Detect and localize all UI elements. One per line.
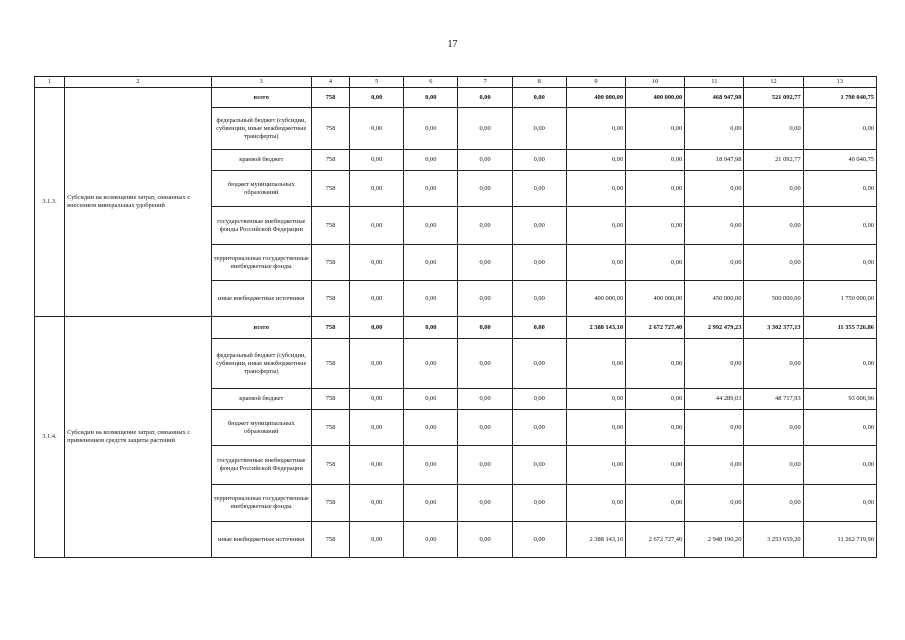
value-cell: 0,00 bbox=[512, 245, 566, 281]
value-cell: 11 355 726,86 bbox=[803, 317, 876, 339]
value-cell: 0,00 bbox=[350, 522, 404, 558]
value-cell: 0,00 bbox=[626, 245, 685, 281]
value-cell: 400 000,00 bbox=[566, 281, 625, 317]
value-cell: 2 948 190,20 bbox=[685, 522, 744, 558]
value-cell: 758 bbox=[311, 410, 349, 446]
funding-source: государственные внебюджетные фонды Российской Федерации bbox=[211, 207, 311, 245]
value-cell: 758 bbox=[311, 446, 349, 485]
value-cell: 0,00 bbox=[458, 88, 512, 108]
value-cell: 0,00 bbox=[626, 171, 685, 207]
funding-source: территориальные государственные внебюджетные фонды bbox=[211, 485, 311, 522]
funding-source: бюджет муниципальных образований bbox=[211, 410, 311, 446]
value-cell: 11 262 719,90 bbox=[803, 522, 876, 558]
value-cell: 0,00 bbox=[512, 281, 566, 317]
header-cell: 10 bbox=[626, 77, 685, 88]
value-cell: 0,00 bbox=[685, 339, 744, 389]
value-cell: 0,00 bbox=[744, 446, 803, 485]
value-cell: 0,00 bbox=[350, 171, 404, 207]
item-code: 3.1.3. bbox=[35, 88, 65, 317]
value-cell: 0,00 bbox=[458, 446, 512, 485]
value-cell: 0,00 bbox=[350, 339, 404, 389]
header-cell: 3 bbox=[211, 77, 311, 88]
value-cell: 2 388 143,10 bbox=[566, 317, 625, 339]
table-row bbox=[35, 88, 877, 108]
value-cell: 48 717,93 bbox=[744, 389, 803, 410]
value-cell: 0,00 bbox=[350, 281, 404, 317]
value-cell: 0,00 bbox=[566, 108, 625, 150]
funding-source: краевой бюджет bbox=[211, 389, 311, 410]
funding-source: иные внебюджетные источники bbox=[211, 522, 311, 558]
value-cell: 0,00 bbox=[685, 245, 744, 281]
funding-source: федеральный бюджет (субсидии, субвенции, иные межбюджетные трансферты) bbox=[211, 108, 311, 150]
value-cell: 0,00 bbox=[626, 389, 685, 410]
value-cell: 0,00 bbox=[803, 339, 876, 389]
value-cell: 0,00 bbox=[458, 171, 512, 207]
value-cell: 0,00 bbox=[404, 522, 458, 558]
value-cell: 0,00 bbox=[744, 485, 803, 522]
value-cell: 758 bbox=[311, 317, 349, 339]
value-cell: 0,00 bbox=[458, 485, 512, 522]
value-cell: 0,00 bbox=[566, 446, 625, 485]
value-cell: 0,00 bbox=[512, 389, 566, 410]
value-cell: 400 000,00 bbox=[566, 88, 625, 108]
value-cell: 0,00 bbox=[404, 171, 458, 207]
funding-source: иные внебюджетные источники bbox=[211, 281, 311, 317]
value-cell: 0,00 bbox=[404, 108, 458, 150]
value-cell: 0,00 bbox=[566, 389, 625, 410]
value-cell: 0,00 bbox=[512, 485, 566, 522]
budget-table bbox=[34, 76, 877, 558]
value-cell: 758 bbox=[311, 245, 349, 281]
funding-source: бюджет муниципальных образований bbox=[211, 171, 311, 207]
value-cell: 40 040,75 bbox=[803, 150, 876, 171]
funding-source: федеральный бюджет (субсидии, субвенции, иные межбюджетные трансферты) bbox=[211, 339, 311, 389]
value-cell: 0,00 bbox=[803, 245, 876, 281]
header-cell: 6 bbox=[404, 77, 458, 88]
value-cell: 0,00 bbox=[566, 245, 625, 281]
value-cell: 0,00 bbox=[803, 108, 876, 150]
value-cell: 758 bbox=[311, 171, 349, 207]
header-cell: 8 bbox=[512, 77, 566, 88]
value-cell: 0,00 bbox=[458, 281, 512, 317]
value-cell: 3 253 659,20 bbox=[744, 522, 803, 558]
value-cell: 0,00 bbox=[626, 108, 685, 150]
value-cell: 0,00 bbox=[626, 339, 685, 389]
value-cell: 0,00 bbox=[803, 485, 876, 522]
value-cell: 0,00 bbox=[744, 207, 803, 245]
value-cell: 0,00 bbox=[803, 207, 876, 245]
value-cell: 0,00 bbox=[458, 245, 512, 281]
value-cell: 0,00 bbox=[350, 245, 404, 281]
value-cell: 0,00 bbox=[350, 446, 404, 485]
value-cell: 0,00 bbox=[744, 245, 803, 281]
item-code: 3.1.4. bbox=[35, 317, 65, 558]
header-row bbox=[35, 77, 877, 88]
value-cell: 521 092,77 bbox=[744, 88, 803, 108]
value-cell: 2 388 143,10 bbox=[566, 522, 625, 558]
value-cell: 0,00 bbox=[566, 485, 625, 522]
value-cell: 0,00 bbox=[744, 410, 803, 446]
value-cell: 0,00 bbox=[685, 207, 744, 245]
value-cell: 1 790 040,75 bbox=[803, 88, 876, 108]
value-cell: 758 bbox=[311, 389, 349, 410]
value-cell: 0,00 bbox=[404, 446, 458, 485]
header-cell: 5 bbox=[350, 77, 404, 88]
value-cell: 0,00 bbox=[458, 207, 512, 245]
value-cell: 0,00 bbox=[512, 410, 566, 446]
value-cell: 0,00 bbox=[566, 207, 625, 245]
funding-source: государственные внебюджетные фонды Российской Федерации bbox=[211, 446, 311, 485]
header-cell: 1 bbox=[35, 77, 65, 88]
header-cell: 9 bbox=[566, 77, 625, 88]
value-cell: 0,00 bbox=[685, 446, 744, 485]
value-cell: 0,00 bbox=[350, 410, 404, 446]
value-cell: 0,00 bbox=[512, 207, 566, 245]
value-cell: 0,00 bbox=[744, 171, 803, 207]
header-cell: 12 bbox=[744, 77, 803, 88]
value-cell: 0,00 bbox=[458, 108, 512, 150]
funding-source: всего bbox=[211, 88, 311, 108]
value-cell: 758 bbox=[311, 150, 349, 171]
value-cell: 0,00 bbox=[626, 207, 685, 245]
header-cell: 7 bbox=[458, 77, 512, 88]
value-cell: 0,00 bbox=[744, 339, 803, 389]
item-name: Субсидии на возмещение затрат, связанных с внесением минеральных удобрений bbox=[65, 88, 212, 317]
value-cell: 0,00 bbox=[458, 339, 512, 389]
value-cell: 0,00 bbox=[458, 410, 512, 446]
value-cell: 93 006,96 bbox=[803, 389, 876, 410]
value-cell: 758 bbox=[311, 339, 349, 389]
value-cell: 0,00 bbox=[626, 446, 685, 485]
value-cell: 0,00 bbox=[512, 88, 566, 108]
value-cell: 0,00 bbox=[350, 88, 404, 108]
header-cell: 4 bbox=[311, 77, 349, 88]
value-cell: 21 092,77 bbox=[744, 150, 803, 171]
table-row bbox=[35, 317, 877, 339]
value-cell: 0,00 bbox=[512, 446, 566, 485]
value-cell: 500 000,00 bbox=[744, 281, 803, 317]
value-cell: 0,00 bbox=[404, 88, 458, 108]
value-cell: 0,00 bbox=[803, 446, 876, 485]
value-cell: 758 bbox=[311, 207, 349, 245]
value-cell: 0,00 bbox=[685, 108, 744, 150]
header-cell: 2 bbox=[65, 77, 212, 88]
value-cell: 0,00 bbox=[626, 150, 685, 171]
value-cell: 2 672 727,40 bbox=[626, 522, 685, 558]
value-cell: 758 bbox=[311, 108, 349, 150]
value-cell: 0,00 bbox=[458, 317, 512, 339]
value-cell: 400 000,00 bbox=[626, 88, 685, 108]
header-cell: 13 bbox=[803, 77, 876, 88]
value-cell: 0,00 bbox=[744, 108, 803, 150]
value-cell: 44 289,03 bbox=[685, 389, 744, 410]
value-cell: 450 000,00 bbox=[685, 281, 744, 317]
header-cell: 11 bbox=[685, 77, 744, 88]
value-cell: 0,00 bbox=[404, 150, 458, 171]
funding-source: краевой бюджет bbox=[211, 150, 311, 171]
value-cell: 0,00 bbox=[512, 171, 566, 207]
value-cell: 0,00 bbox=[566, 171, 625, 207]
value-cell: 0,00 bbox=[404, 389, 458, 410]
value-cell: 0,00 bbox=[458, 150, 512, 171]
value-cell: 0,00 bbox=[566, 410, 625, 446]
value-cell: 18 947,98 bbox=[685, 150, 744, 171]
funding-source: территориальные государственные внебюджетные фонды bbox=[211, 245, 311, 281]
value-cell: 0,00 bbox=[803, 171, 876, 207]
value-cell: 0,00 bbox=[626, 485, 685, 522]
value-cell: 0,00 bbox=[458, 522, 512, 558]
value-cell: 0,00 bbox=[404, 281, 458, 317]
value-cell: 0,00 bbox=[350, 389, 404, 410]
value-cell: 468 947,98 bbox=[685, 88, 744, 108]
value-cell: 0,00 bbox=[512, 108, 566, 150]
value-cell: 0,00 bbox=[404, 339, 458, 389]
value-cell: 0,00 bbox=[350, 485, 404, 522]
value-cell: 0,00 bbox=[350, 108, 404, 150]
value-cell: 0,00 bbox=[685, 171, 744, 207]
value-cell: 1 750 000,00 bbox=[803, 281, 876, 317]
value-cell: 0,00 bbox=[404, 245, 458, 281]
value-cell: 2 672 727,40 bbox=[626, 317, 685, 339]
value-cell: 3 302 377,13 bbox=[744, 317, 803, 339]
value-cell: 0,00 bbox=[350, 317, 404, 339]
value-cell: 758 bbox=[311, 281, 349, 317]
funding-source: всего bbox=[211, 317, 311, 339]
value-cell: 0,00 bbox=[350, 150, 404, 171]
value-cell: 758 bbox=[311, 522, 349, 558]
value-cell: 0,00 bbox=[512, 150, 566, 171]
value-cell: 758 bbox=[311, 485, 349, 522]
value-cell: 0,00 bbox=[566, 339, 625, 389]
value-cell: 0,00 bbox=[803, 410, 876, 446]
value-cell: 0,00 bbox=[685, 485, 744, 522]
value-cell: 400 000,00 bbox=[626, 281, 685, 317]
value-cell: 0,00 bbox=[404, 317, 458, 339]
value-cell: 0,00 bbox=[626, 410, 685, 446]
value-cell: 0,00 bbox=[512, 317, 566, 339]
value-cell: 0,00 bbox=[458, 389, 512, 410]
page-number: 17 bbox=[447, 39, 458, 50]
value-cell: 758 bbox=[311, 88, 349, 108]
value-cell: 0,00 bbox=[512, 522, 566, 558]
value-cell: 0,00 bbox=[404, 207, 458, 245]
value-cell: 0,00 bbox=[350, 207, 404, 245]
value-cell: 0,00 bbox=[404, 410, 458, 446]
item-name: Субсидии на возмещение затрат, связанных с применением средств защиты растений bbox=[65, 317, 212, 558]
value-cell: 0,00 bbox=[685, 410, 744, 446]
value-cell: 2 992 479,23 bbox=[685, 317, 744, 339]
value-cell: 0,00 bbox=[566, 150, 625, 171]
value-cell: 0,00 bbox=[404, 485, 458, 522]
value-cell: 0,00 bbox=[512, 339, 566, 389]
